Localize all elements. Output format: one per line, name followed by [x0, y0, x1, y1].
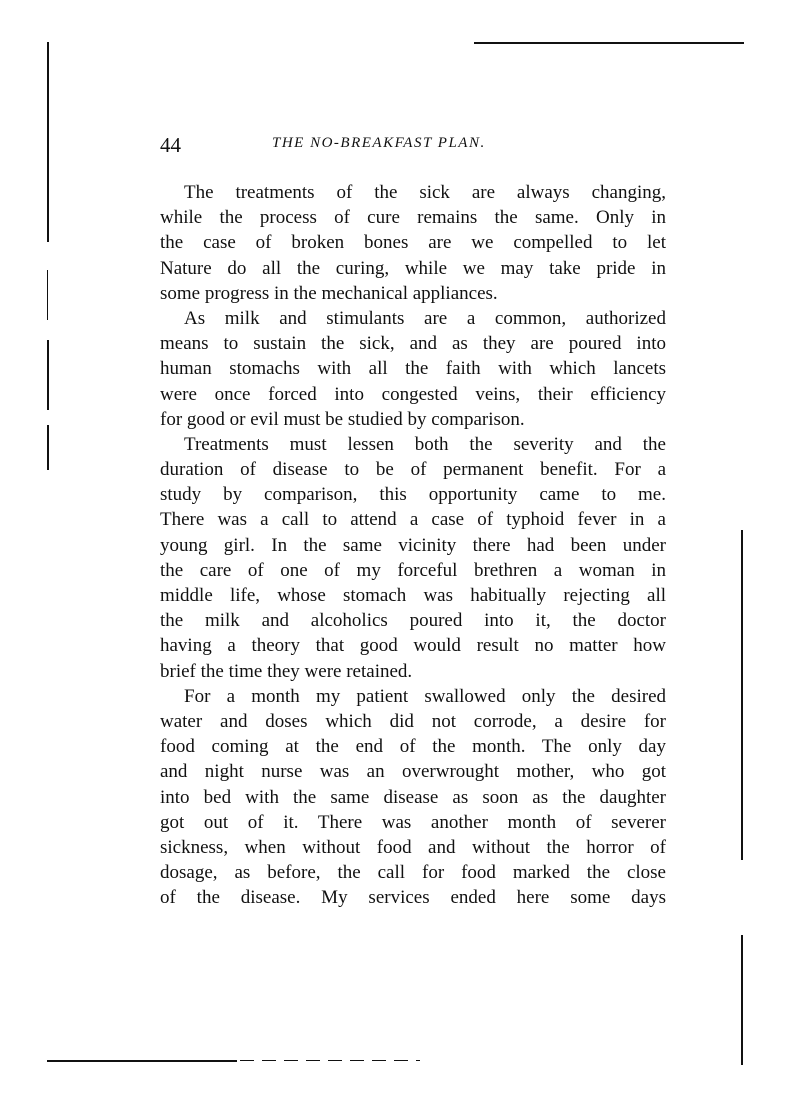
page-body	[160, 180, 666, 910]
paragraph	[160, 432, 666, 684]
paragraph	[160, 180, 666, 306]
text-line: The treatments of the sick are always changing,	[184, 182, 666, 203]
paragraph	[160, 306, 666, 432]
paragraph	[160, 684, 666, 911]
text-line: sickness, when without food and without the horror of	[160, 836, 666, 858]
top-edge-rule	[474, 42, 744, 44]
text-line: There was a call to attend a case of typhoid fever in a	[160, 509, 666, 531]
right-edge-rule	[741, 530, 743, 860]
text-line: food coming at the end of the month. The only day	[160, 736, 666, 758]
text-line: means to sustain the sick, and as they are poured into	[160, 333, 666, 355]
text-line: Treatments must lessen both the severity and the	[184, 433, 666, 455]
text-line: got out of it. There was another month of severer	[160, 811, 666, 833]
page-number: 44	[160, 133, 181, 157]
text-line: into bed with the same disease as soon as the daughter	[160, 786, 666, 808]
bottom-edge-rule	[47, 1060, 237, 1062]
text-line: duration of disease to be of permanent benefit. For a	[160, 459, 666, 481]
text-line: As milk and stimulants are a common, authorized	[184, 307, 666, 329]
text-line: study by comparison, this opportunity came to me.	[160, 484, 666, 506]
left-edge-rule	[47, 340, 49, 410]
text-line: the care of one of my forceful brethren a woman in	[160, 559, 666, 581]
text-line: Nature do all the curing, while we may take pride in	[160, 257, 666, 279]
text-line: some progress in the mechanical appliances.	[160, 282, 498, 304]
right-edge-rule	[741, 935, 743, 1065]
text-line: brief the time they were retained.	[160, 660, 413, 682]
text-line: young girl. In the same vicinity there had been under	[160, 534, 666, 556]
page-header	[160, 133, 666, 159]
text-line: while the process of cure remains the same. Only in	[160, 207, 666, 229]
text-line: water and doses which did not corrode, a desire for	[160, 710, 666, 732]
text-line: For a month my patient swallowed only the desired	[184, 685, 666, 707]
text-line: the milk and alcoholics poured into it, the doctor	[160, 610, 666, 632]
text-line: the case of broken bones are we compelled to let	[160, 232, 666, 254]
left-edge-rule	[47, 42, 49, 242]
text-line: for good or evil must be studied by comparison.	[160, 408, 525, 430]
text-line: of the disease. My services ended here some days	[160, 887, 666, 909]
text-line: having a theory that good would result no matter how	[160, 635, 666, 657]
text-line: and night nurse was an overwrought mother, who got	[160, 761, 666, 783]
left-edge-rule	[47, 270, 48, 320]
text-line: middle life, whose stomach was habitually rejecting all	[160, 585, 666, 606]
bottom-edge-rule	[240, 1060, 420, 1061]
left-edge-rule	[47, 425, 49, 470]
text-line: human stomachs with all the faith with which lancets	[160, 358, 666, 380]
text-line: were once forced into congested veins, their efficiency	[160, 383, 666, 405]
running-title: THE NO-BREAKFAST PLAN.	[272, 135, 486, 151]
text-line: dosage, as before, the call for food marked the close	[160, 862, 666, 884]
